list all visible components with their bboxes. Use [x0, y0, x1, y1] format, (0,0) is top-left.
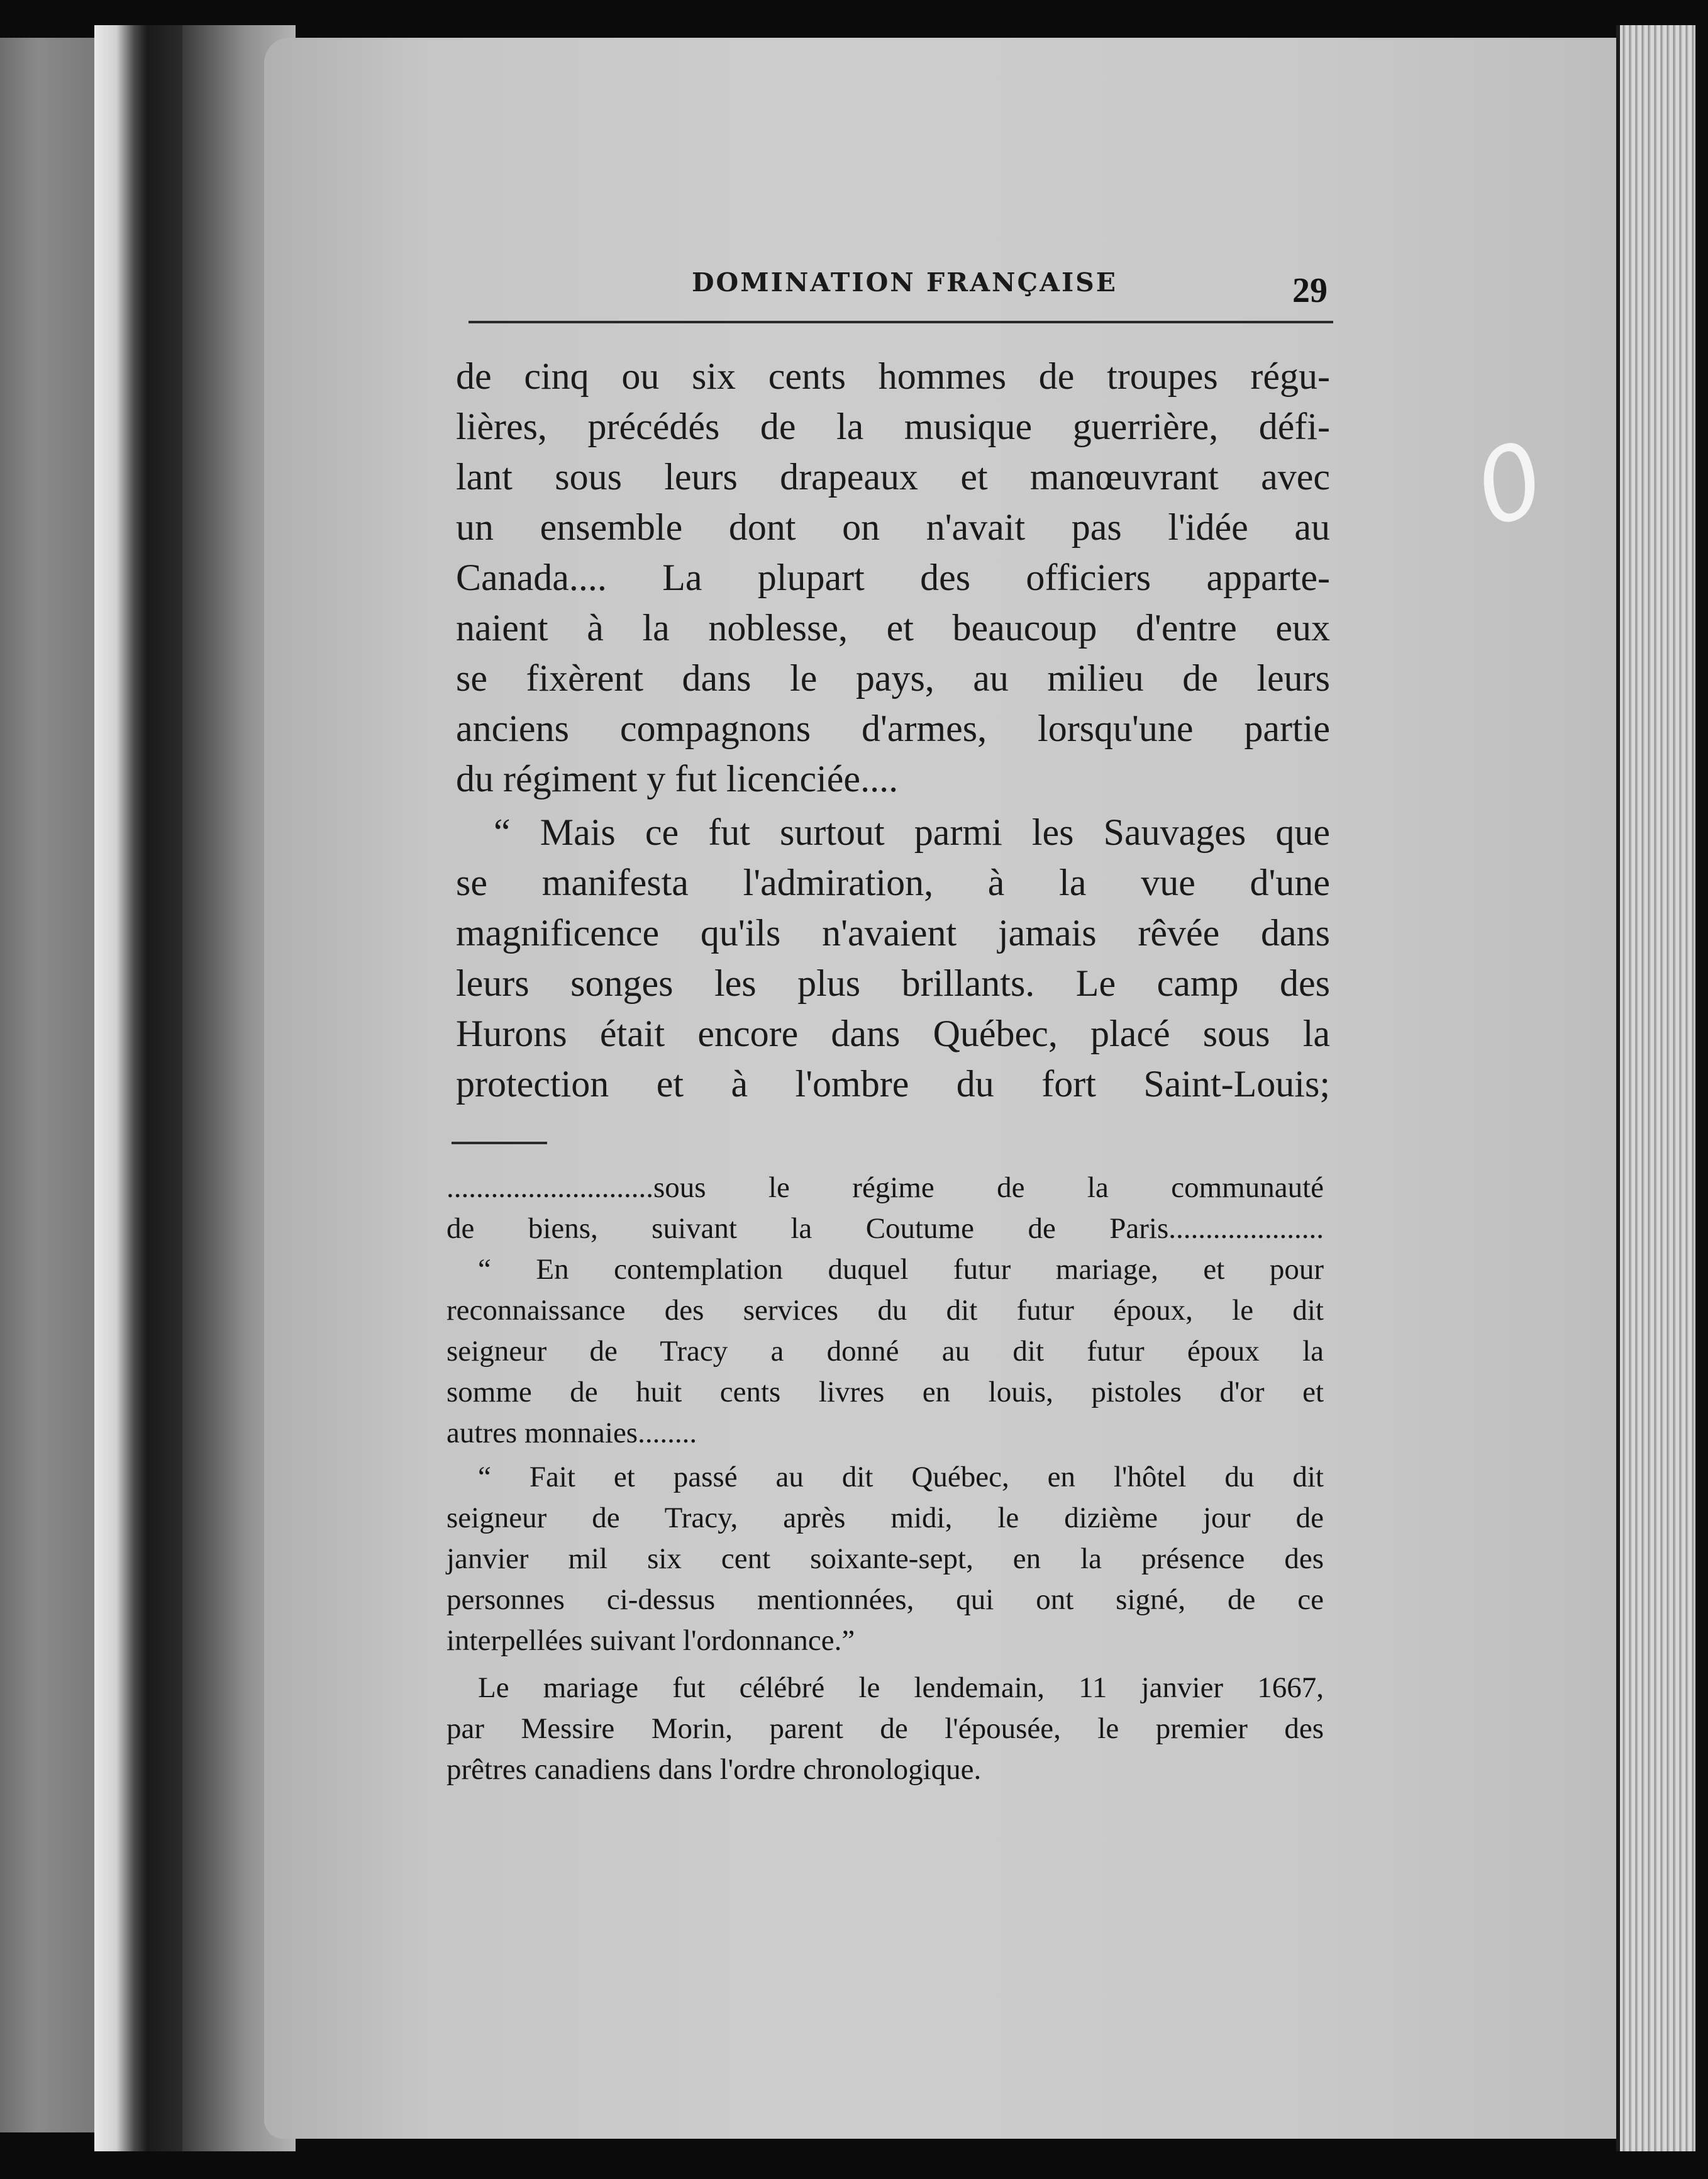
footnote-line: de biens, suivant la Coutume de Paris.....................: [446, 1212, 1324, 1245]
footnote-line: ............................sous le régime de la communauté: [446, 1171, 1324, 1204]
footnote-line: “ Fait et passé au dit Québec, en l'hôtel du dit: [478, 1461, 1324, 1493]
text-line: anciens compagnons d'armes, lorsqu'une partie: [456, 708, 1330, 749]
text-line: se manifesta l'admiration, à la vue d'une: [456, 862, 1330, 903]
footnote-line: janvier mil six cent soixante-sept, en la présence des: [446, 1542, 1324, 1575]
text-line: leurs songes les plus brillants. Le camp des: [456, 962, 1330, 1004]
text-line: magnificence qu'ils n'avaient jamais rêvée dans: [456, 912, 1330, 954]
text-line: Hurons était encore dans Québec, placé sous la: [456, 1013, 1330, 1054]
footnote-line: “ En contemplation duquel futur mariage, et pour: [478, 1253, 1324, 1286]
footnote-line: seigneur de Tracy, après midi, le dizième jour de: [446, 1502, 1324, 1534]
page-edge-stack: [1616, 25, 1695, 2151]
book-gutter: [94, 25, 182, 2151]
header-rule: [469, 321, 1333, 323]
previous-page-edge: [0, 38, 94, 2132]
page-number: 29: [1292, 271, 1328, 310]
text-line: naient à la noblesse, et beaucoup d'entre eux: [456, 607, 1330, 649]
text-line: lières, précédés de la musique guerrière, défi-: [456, 406, 1330, 447]
footnote-line: interpellées suivant l'ordonnance.”: [446, 1624, 855, 1657]
text-line: du régiment y fut licenciée....: [456, 758, 899, 800]
footnote-line: seigneur de Tracy a donné au dit futur époux la: [446, 1335, 1324, 1368]
running-header-title: DOMINATION FRANÇAISE: [692, 267, 1117, 298]
text-line: se fixèrent dans le pays, au milieu de leurs: [456, 657, 1330, 699]
text-line: lant sous leurs drapeaux et manœuvrant avec: [456, 456, 1330, 498]
footnote-line: reconnaissance des services du dit futur époux, le dit: [446, 1294, 1324, 1327]
text-line: Canada.... La plupart des officiers apparte-: [456, 557, 1330, 598]
footnote-line: prêtres canadiens dans l'ordre chronologique.: [446, 1753, 982, 1786]
text-line: protection et à l'ombre du fort Saint-Louis;: [456, 1063, 1330, 1105]
margin-handwritten-mark: 0: [1461, 418, 1559, 550]
text-line: un ensemble dont on n'avait pas l'idée au: [456, 506, 1330, 548]
text-line: “ Mais ce fut surtout parmi les Sauvages que: [494, 811, 1330, 853]
footnote-line: personnes ci-dessus mentionnées, qui ont signé, de ce: [446, 1583, 1324, 1616]
footnote-line: Le mariage fut célébré le lendemain, 11 janvier 1667,: [478, 1671, 1324, 1704]
footnote-line: par Messire Morin, parent de l'épousée, le premier des: [446, 1712, 1324, 1745]
text-line: de cinq ou six cents hommes de troupes régu-: [456, 355, 1330, 397]
footnote-line: autres monnaies........: [446, 1417, 697, 1449]
footnote-rule: [452, 1142, 547, 1144]
footnote-line: somme de huit cents livres en louis, pistoles d'or et: [446, 1376, 1324, 1408]
